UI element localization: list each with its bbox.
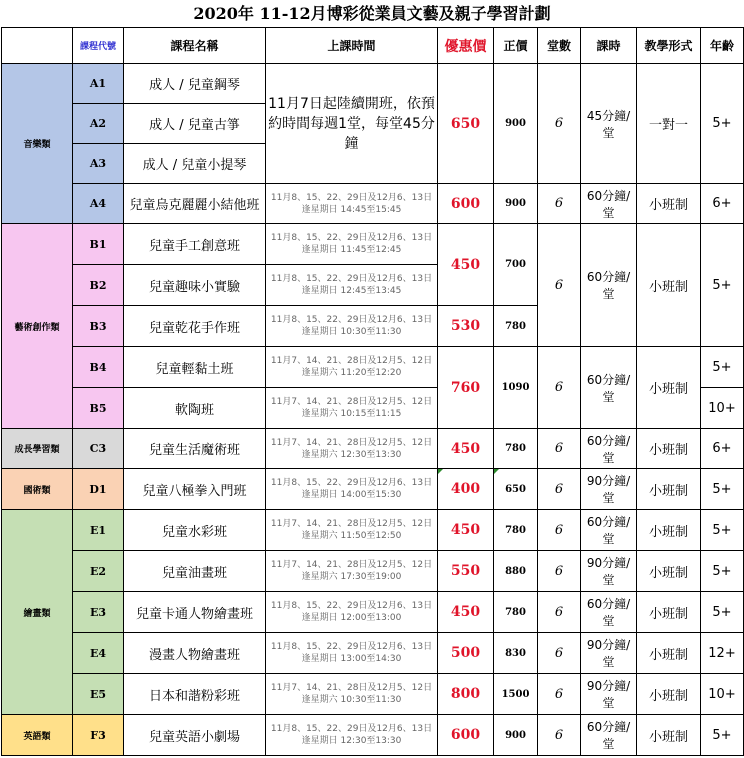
time-hours: 逢星期六 11:50至12:50 [301,531,402,541]
teaching-format: 小班制 [637,633,701,674]
course-code: F3 [73,715,124,756]
table-row [2,551,744,592]
session-count: 6 [538,184,581,224]
time-dates: 11月8、15、22、29日及12月6、13日 [270,724,433,734]
time-dates: 11月7、14、21、28日及12月5、12日 [270,519,433,529]
time-hours: 逢星期六 11:20至12:20 [301,368,402,378]
table-row [2,592,744,633]
age: 6+ [701,429,744,469]
age: 5+ [701,469,744,510]
teaching-format: 小班制 [637,592,701,633]
time-dates: 11月8、15、22、29日及12月6、13日 [270,233,433,243]
duration: 90分鐘/堂 [581,551,637,592]
course-time [266,347,438,388]
header-price: 優惠價 [438,28,494,64]
list-price: 1090 [494,347,538,429]
time-dates: 11月8、15、22、29日及12月6、13日 [270,478,433,488]
header-name: 課程名稱 [124,28,266,64]
session-count: 6 [538,592,581,633]
age: 5+ [701,592,744,633]
session-count: 6 [538,633,581,674]
course-time [266,715,438,756]
time-hours: 逢星期日 12:45至13:45 [301,286,402,296]
session-count: 6 [538,510,581,551]
course-code: A3 [73,144,124,184]
category-cell: 成長學習類 [2,429,73,469]
course-code: E2 [73,551,124,592]
age: 10+ [701,388,744,429]
header-format: 教學形式 [637,28,701,64]
table-row [2,429,744,469]
header-time: 上課時間 [266,28,438,64]
header-duration: 課時 [581,28,637,64]
duration: 90分鐘/堂 [581,469,637,510]
list-price: 1500 [494,674,538,715]
teaching-format: 小班制 [637,184,701,224]
list-price: 900 [494,184,538,224]
time-dates: 11月7、14、21、28日及12月5、12日 [270,437,433,448]
discount-price: 500 [438,633,494,674]
age: 12+ [701,633,744,674]
page-title: 2020年 11-12月博彩從業員文藝及親子學習計劃 [193,4,551,23]
session-count: 6 [538,64,581,184]
time-hours: 逢星期六 12:30至13:30 [301,449,402,460]
session-count: 6 [538,469,581,510]
course-time [266,306,438,347]
course-code: B3 [73,306,124,347]
discount-price: 550 [438,551,494,592]
course-code: C3 [73,429,124,469]
list-price: 780 [494,429,538,469]
course-time [266,265,438,306]
category-cell: 國術類 [2,469,73,510]
course-time [266,592,438,633]
time-dates: 11月8、15、22、29日及12月6、13日 [270,274,433,284]
course-code: A1 [73,64,124,104]
discount-price: 530 [438,306,494,347]
table-row [2,633,744,674]
course-name: 成人 / 兒童鋼琴 [124,64,266,104]
time-dates: 11月8、15、22、29日及12月6、13日 [270,601,433,611]
discount-price: 400 [438,469,494,510]
duration: 60分鐘/堂 [581,715,637,756]
time-hours: 逢星期日 11:45至12:45 [301,245,402,255]
course-time [266,469,438,510]
course-table [1,27,744,756]
course-code: A4 [73,184,124,224]
course-time [266,224,438,265]
course-time [266,388,438,429]
discount-price: 450 [438,592,494,633]
session-count: 6 [538,224,581,347]
teaching-format: 小班制 [637,224,701,347]
course-name: 兒童趣味小實驗 [124,265,266,306]
course-code: B2 [73,265,124,306]
category-cell: 英語類 [2,715,73,756]
list-price: 830 [494,633,538,674]
discount-price: 450 [438,510,494,551]
discount-price: 600 [438,715,494,756]
course-time [266,184,438,224]
course-time [266,633,438,674]
table-row [2,64,744,104]
course-name: 軟陶班 [124,388,266,429]
age: 5+ [701,64,744,184]
duration: 90分鐘/堂 [581,674,637,715]
list-price: 780 [494,510,538,551]
time-hours: 逢星期六 10:15至11:15 [301,409,402,419]
age: 5+ [701,715,744,756]
duration: 60分鐘/堂 [581,184,637,224]
teaching-format: 小班制 [637,347,701,429]
session-count: 6 [538,715,581,756]
course-name: 兒童乾花手作班 [124,306,266,347]
time-dates: 11月7、14、21、28日及12月5、12日 [270,560,433,570]
table-row [2,674,744,715]
table-row [2,469,744,510]
time-hours: 逢星期日 14:45至15:45 [301,204,402,215]
time-hours: 逢星期日 10:30至11:30 [301,327,402,337]
duration: 45分鐘/堂 [581,64,637,184]
table-row [2,510,744,551]
course-time [266,64,438,184]
course-name: 兒童輕黏土班 [124,347,266,388]
age: 6+ [701,184,744,224]
list-price: 900 [494,64,538,184]
category-cell: 繪畫類 [2,510,73,715]
time-dates: 11月7、14、21、28日及12月5、12日 [270,683,433,693]
header-list-price: 正價 [494,28,538,64]
time-dates: 11月8、15、22、29日及12月6、13日 [270,642,433,652]
category-cell: 藝術創作類 [2,224,73,429]
table-row [2,184,744,224]
course-time [266,551,438,592]
header-category [2,28,73,64]
course-name: 兒童生活魔術班 [124,429,266,469]
header-age: 年齡 [701,28,744,64]
list-price: 650 [494,469,538,510]
table-row [2,715,744,756]
discount-price: 600 [438,184,494,224]
teaching-format: 小班制 [637,510,701,551]
time-dates: 11月8、15、22、29日及12月6、13日 [270,315,433,325]
list-price: 780 [494,306,538,347]
course-time [266,429,438,469]
course-code: A2 [73,104,124,144]
age: 5+ [701,551,744,592]
teaching-format: 小班制 [637,469,701,510]
age: 5+ [701,224,744,347]
time-hours: 逢星期日 12:00至13:00 [301,613,402,623]
teaching-format: 小班制 [637,551,701,592]
discount-price: 450 [438,429,494,469]
list-price: 700 [494,224,538,306]
course-name: 兒童手工創意班 [124,224,266,265]
age: 5+ [701,347,744,388]
discount-price: 650 [438,64,494,184]
duration: 60分鐘/堂 [581,429,637,469]
course-code: B4 [73,347,124,388]
duration: 90分鐘/堂 [581,633,637,674]
header-row [2,28,744,64]
course-name: 兒童卡通人物繪畫班 [124,592,266,633]
course-name: 兒童烏克麗麗小結他班 [124,184,266,224]
discount-price: 760 [438,347,494,429]
session-count: 6 [538,551,581,592]
discount-price: 450 [438,224,494,306]
course-name: 兒童八極拳入門班 [124,469,266,510]
header-code: 課程代號 [73,28,124,64]
course-name: 日本和諧粉彩班 [124,674,266,715]
course-name: 漫畫人物繪畫班 [124,633,266,674]
course-code: E1 [73,510,124,551]
age: 10+ [701,674,744,715]
table-row [2,347,744,388]
session-count: 6 [538,429,581,469]
duration: 60分鐘/堂 [581,510,637,551]
duration: 60分鐘/堂 [581,347,637,429]
list-price: 880 [494,551,538,592]
list-price: 900 [494,715,538,756]
course-name: 兒童英語小劇場 [124,715,266,756]
course-time [266,674,438,715]
session-count: 6 [538,347,581,429]
duration: 60分鐘/堂 [581,592,637,633]
course-code: E3 [73,592,124,633]
time-hours: 逢星期日 13:00至14:30 [301,654,402,664]
music-time-text: 11月7日起陸續開班，依預約時間每週1堂，每堂45分鐘 [268,95,435,152]
category-cell: 音樂類 [2,64,73,224]
time-dates: 11月7、14、21、28日及12月5、12日 [270,397,433,407]
session-count: 6 [538,674,581,715]
time-dates: 11月7、14、21、28日及12月5、12日 [270,356,433,366]
course-name: 成人 / 兒童小提琴 [124,144,266,184]
course-name: 兒童水彩班 [124,510,266,551]
course-name: 兒童油畫班 [124,551,266,592]
list-price: 780 [494,592,538,633]
header-sessions: 堂數 [538,28,581,64]
course-name: 成人 / 兒童古箏 [124,104,266,144]
course-code: D1 [73,469,124,510]
course-time [266,510,438,551]
time-hours: 逢星期日 12:30至13:30 [301,736,402,746]
teaching-format: 小班制 [637,715,701,756]
time-hours: 逢星期六 10:30至11:30 [301,695,402,705]
duration: 60分鐘/堂 [581,224,637,347]
time-hours: 逢星期六 17:30至19:00 [301,572,402,582]
course-code: B5 [73,388,124,429]
teaching-format: 小班制 [637,429,701,469]
course-code: B1 [73,224,124,265]
teaching-format: 一對一 [637,64,701,184]
teaching-format: 小班制 [637,674,701,715]
age: 5+ [701,510,744,551]
course-code: E4 [73,633,124,674]
course-code: E5 [73,674,124,715]
discount-price: 800 [438,674,494,715]
table-row [2,224,744,265]
time-hours: 逢星期日 14:00至15:30 [301,490,402,500]
time-dates: 11月8、15、22、29日及12月6、13日 [270,192,433,203]
